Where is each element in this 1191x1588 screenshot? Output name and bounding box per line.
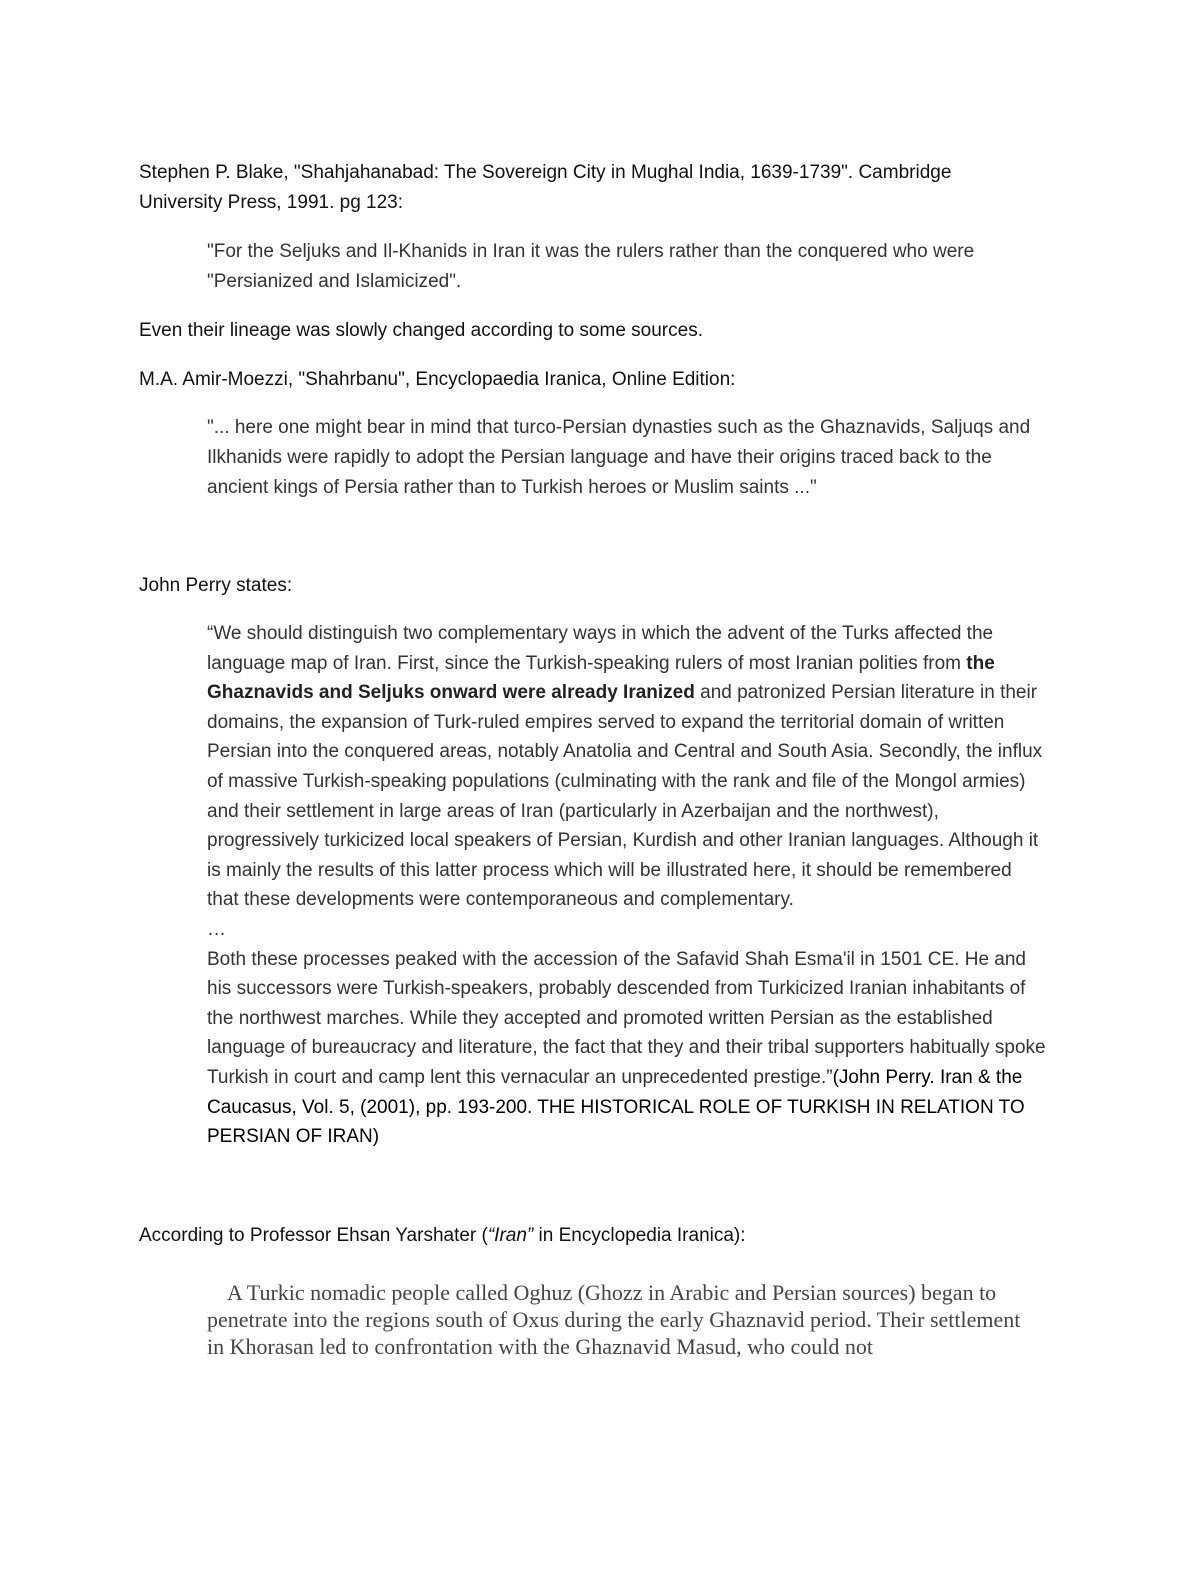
perry-ellipsis: … [207, 918, 226, 940]
blake-citation: Stephen P. Blake, "Shahjahanabad: The Sovereign City in Mughal India, 1639-1739". Cambridge University Press, 1991. pg 123: [139, 162, 952, 213]
yarshater-intro-italic: “Iran” [487, 1225, 534, 1246]
yarshater-intro-before: According to Professor Ehsan Yarshater ( [139, 1225, 488, 1246]
perry-quote-part2: and patronized Persian literature in their domains, the expansion of Turk-ruled empires served to expand the territorial domain of written Persian into the conquered areas, notably Anatolia and Central and South Asia. Secondly, the influx of massive Turkish-speaking populations (culminating with the rank and file of the Mongol armies) and their settlement in large areas of Iran (particularly in Azerbaijan and the northwest), progressively turkicized local speakers of Persian, Kurdish and other Iranian languages. Although it is mainly the results of this latter process which will be illustrated here, it should be remembered that these developments were contemporaneous and complementary. [207, 682, 1043, 911]
perry-quote-bold: the Ghaznavids and Seljuks onward were already Iranized [207, 652, 995, 704]
amir-moezzi-quote: "... here one might bear in mind that turco-Persian dynasties such as the Ghaznavids, Saljuqs and Ilkhanids were rapidly to adopt the Persian language and have their origins traced back to the ancient kings of Persia rather than to Turkish heroes or Muslim saints ..." [207, 417, 1031, 498]
yarshater-intro [139, 1221, 1019, 1251]
perry-quote-part3: Both these processes peaked with the accession of the Safavid Shah Esma'il in 1501 CE. He and his successors were Turkish-speakers, probably descended from Turkicized Iranian inhabitants of the northwest marches. While they accepted and promoted written Persian as the established language of bureaucracy and literature, the fact that they and their tribal supporters habitually spoke Turkish in court and camp lent this vernacular an unprecedented prestige.” [207, 948, 1046, 1088]
perry-citation: (John Perry. Iran & the Caucasus, Vol. 5, (2001), pp. 193-200. THE HISTORICAL ROLE OF TURKISH IN RELATION TO PERSIAN OF IRAN) [207, 1066, 1025, 1148]
yarshater-intro-after: in Encyclopedia Iranica): [533, 1225, 746, 1246]
amir-moezzi-citation: M.A. Amir-Moezzi, "Shahrbanu", Encyclopaedia Iranica, Online Edition: [139, 369, 736, 390]
blake-quote: "For the Seljuks and Il-Khanids in Iran it was the rulers rather than the conquered who were "Persianized and Islamicized". [207, 241, 975, 292]
perry-intro: John Perry states: [139, 575, 293, 596]
perry-quote [207, 619, 1047, 1152]
perry-quote-part1: “We should distinguish two complementary ways in which the advent of the Turks affected the language map of Iran. First, since the Turkish-speaking rulers of most Iranian polities from [207, 623, 994, 674]
lineage-note: Even their lineage was slowly changed according to some sources. [139, 320, 703, 341]
yarshater-quote: A Turkic nomadic people called Oghuz (Ghozz in Arabic and Persian sources) began to penetrate into the regions south of Oxus during the early Ghaznavid period. Their settlement in Khorasan led to confrontation with the Ghaznavid Masud, who could not [207, 1280, 1021, 1359]
